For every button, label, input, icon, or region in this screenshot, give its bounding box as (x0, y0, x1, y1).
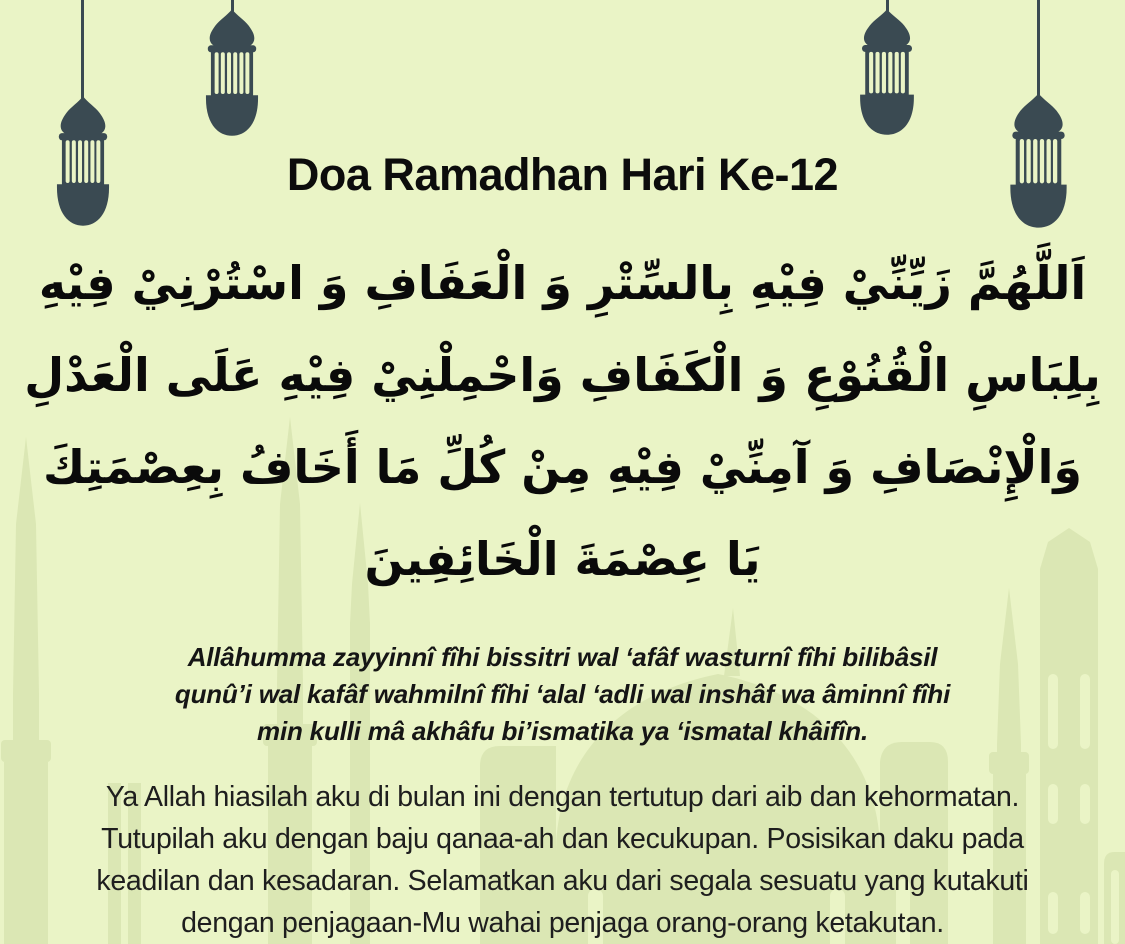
transliteration-line: qunû’i wal kafâf wahmilnî fîhi ‘alal ‘adli wal inshâf wa âminnî fîhi (174, 679, 951, 709)
translation-line: Tutupilah aku dengan baju qanaa-ah dan kecukupan. Posisikan daku pada (101, 823, 1024, 855)
translation-line: Ya Allah hiasilah aku di bulan ini dengan tertutup dari aib dan kehormatan. (105, 781, 1020, 813)
arabic-line: اَللَّهُمَّ زَيِّنِّيْ فِيْهِ بِالسِّتْرِ وَ الْعَفَافِ وَ اسْتُرْنِيْ فِيْهِ (38, 256, 1087, 310)
arabic-line: وَالْإِنْصَافِ وَ آمِنِّيْ فِيْهِ مِنْ كُلِّ مَا أَخَافُ بِعِصْمَتِكَ (42, 440, 1083, 494)
arabic-line: يَا عِصْمَةَ الْخَائِفِينَ (364, 532, 761, 586)
transliteration (0, 639, 1125, 750)
indonesian-translation (0, 776, 1125, 944)
translation-line: dengan penjagaan-Mu wahai penjaga orang-orang ketakutan. (181, 907, 944, 939)
translation-line: keadilan dan kesadaran. Selamatkan aku dari segala sesuatu yang kutakuti (96, 865, 1029, 897)
transliteration-line: Allâhumma zayyinnî fîhi bissitri wal ‘afâf wasturnî fîhi bilibâsil (187, 642, 938, 672)
transliteration-line: min kulli mâ akhâfu bi’ismatika ya ‘ismatal khâifîn. (257, 716, 868, 746)
arabic-line: بِلِبَاسِ الْقُنُوْعِ وَ الْكَفَافِ وَاحْمِلْنِيْ فِيْهِ عَلَى الْعَدْلِ (24, 348, 1101, 402)
arabic-dua (0, 237, 1125, 605)
page-title: Doa Ramadhan Hari Ke-12 (286, 149, 839, 200)
